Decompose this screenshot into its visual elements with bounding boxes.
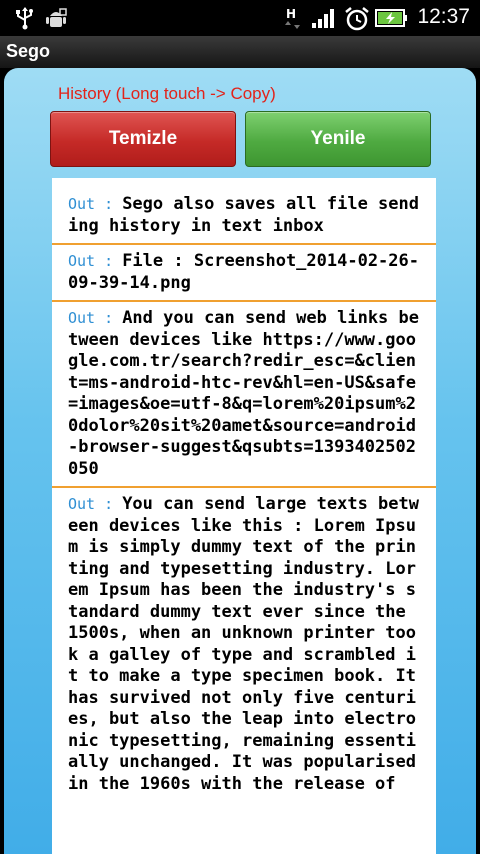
main-panel xyxy=(4,68,476,854)
entry-text: You can send large texts between devices like this : Lorem Ipsum is simply dummy text of the printing and typesetting industry. Lorem Ipsum has been the industry's standard dummy text ever since the 1500s, when an unknown printer took a galley of type and scrambled it to make a type specimen book. It has survived not only five centuries, but also the leap into electronic typesetting, remaining essentially unchanged. It was popularised in the 1960s with the release of xyxy=(68,494,419,794)
history-entry[interactable] xyxy=(52,488,436,801)
debug-icon xyxy=(44,6,68,34)
h-plus-data-icon xyxy=(282,6,306,36)
entry-text: And you can send web links between devices like https://www.google.com.tr/search?redir_esc=&client=ms-android-htc-rev&hl=en-US&safe=images&oe=utf-8&q=lorem%20ipsum%20dolor%20sit%20amet&source=android-browser-suggest&qsubts=1393402502050 xyxy=(68,308,419,479)
status-bar xyxy=(0,0,480,36)
history-list[interactable] xyxy=(52,178,436,854)
entry-direction-label: Out : xyxy=(68,495,123,513)
entry-text: File : Screenshot_2014-02-26-09-39-14.png xyxy=(68,251,419,293)
history-entry[interactable] xyxy=(52,178,436,245)
clear-button[interactable]: Temizle xyxy=(50,111,236,167)
entry-direction-label: Out : xyxy=(68,195,123,213)
usb-icon xyxy=(14,6,36,34)
history-entry[interactable] xyxy=(52,245,436,302)
refresh-button[interactable]: Yenile xyxy=(245,111,431,167)
battery-charging-icon xyxy=(375,6,409,34)
entry-direction-label: Out : xyxy=(68,252,123,270)
clock: 12:37 xyxy=(417,5,470,28)
app-title: Sego xyxy=(6,41,51,61)
entry-direction-label: Out : xyxy=(68,309,123,327)
svg-text:H: H xyxy=(286,7,297,21)
alarm-icon xyxy=(343,6,371,36)
history-label: History (Long touch -> Copy) xyxy=(58,84,276,103)
entry-text: Sego also saves all file sending history in text inbox xyxy=(68,194,419,236)
app-title-bar xyxy=(0,36,480,68)
history-entry[interactable] xyxy=(52,302,436,488)
signal-icon xyxy=(311,6,337,34)
